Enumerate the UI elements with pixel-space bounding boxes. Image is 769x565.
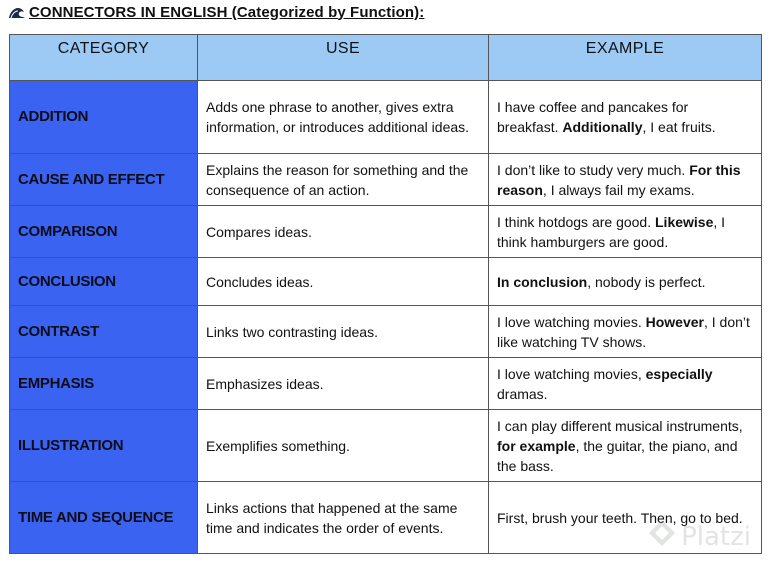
header-category: CATEGORY (10, 35, 198, 81)
category-cell: COMPARISON (10, 206, 198, 258)
example-text: dramas. (497, 385, 548, 402)
use-cell: Exemplifies something. (198, 410, 489, 482)
example-text: , the guitar, the piano, and the bass. (497, 437, 738, 474)
table-row (10, 154, 762, 206)
table-row (10, 306, 762, 358)
header-use: USE (198, 35, 489, 81)
use-cell: Links actions that happened at the same time and indicates the order of events. (198, 482, 489, 554)
table-row (10, 81, 762, 154)
category-cell: CONTRAST (10, 306, 198, 358)
use-cell: Compares ideas. (198, 206, 489, 258)
example-text: First, brush your teeth. Then, go to bed. (497, 509, 743, 526)
category-cell: TIME AND SEQUENCE (10, 482, 198, 554)
example-text: , I eat fruits. (642, 119, 716, 135)
table-header-row (10, 35, 762, 81)
example-cell (489, 410, 762, 482)
table-row (10, 482, 762, 554)
example-connector: However (645, 313, 704, 330)
page-title (8, 2, 424, 22)
use-cell: Concludes ideas. (198, 258, 489, 306)
example-text: , I don’t like watching TV shows. (497, 313, 750, 350)
example-cell (489, 206, 762, 258)
example-connector: especially (645, 365, 713, 382)
category-cell: ILLUSTRATION (10, 410, 198, 482)
category-cell: ADDITION (10, 81, 198, 154)
example-connector: for example (497, 437, 576, 454)
example-connector: Additionally (562, 119, 643, 135)
watermark-text: Platzi (681, 521, 751, 552)
header-example: EXAMPLE (489, 35, 762, 81)
page-title-text: CONNECTORS IN ENGLISH (Categorized by Function): (29, 3, 425, 21)
table-row (10, 410, 762, 482)
example-cell (489, 358, 762, 410)
example-cell (489, 81, 762, 154)
example-cell (489, 306, 762, 358)
category-cell: EMPHASIS (10, 358, 198, 410)
example-text: , nobody is perfect. (587, 273, 706, 290)
example-connector: In conclusion (497, 273, 588, 290)
example-text: I think hotdogs are good. (497, 213, 655, 230)
example-text: I love watching movies, (497, 365, 646, 382)
example-text: I can play different musical instruments, (497, 417, 743, 434)
category-cell: CAUSE AND EFFECT (10, 154, 198, 206)
example-connector: Likewise (655, 213, 714, 230)
example-text: , I think hamburgers are good. (497, 213, 726, 250)
use-cell: Links two contrasting ideas. (198, 306, 489, 358)
table-row (10, 358, 762, 410)
example-text: I have coffee and pancakes for breakfast. (497, 99, 689, 135)
example-cell (489, 154, 762, 206)
example-text: , I always fail my exams. (542, 181, 695, 198)
example-cell (489, 482, 762, 554)
category-cell: CONCLUSION (10, 258, 198, 306)
example-text: I love watching movies. (497, 313, 646, 330)
table-row (10, 258, 762, 306)
example-cell (489, 258, 762, 306)
example-text: I don’t like to study very much. (497, 161, 690, 178)
example-connector: For this reason (497, 161, 741, 198)
use-cell: Emphasizes ideas. (198, 358, 489, 410)
table-row (10, 206, 762, 258)
connectors-table (9, 34, 762, 554)
wave-icon (8, 5, 26, 19)
use-cell: Adds one phrase to another, gives extra information, or introduces additional ideas. (198, 81, 489, 154)
use-cell: Explains the reason for something and the consequence of an action. (198, 154, 489, 206)
